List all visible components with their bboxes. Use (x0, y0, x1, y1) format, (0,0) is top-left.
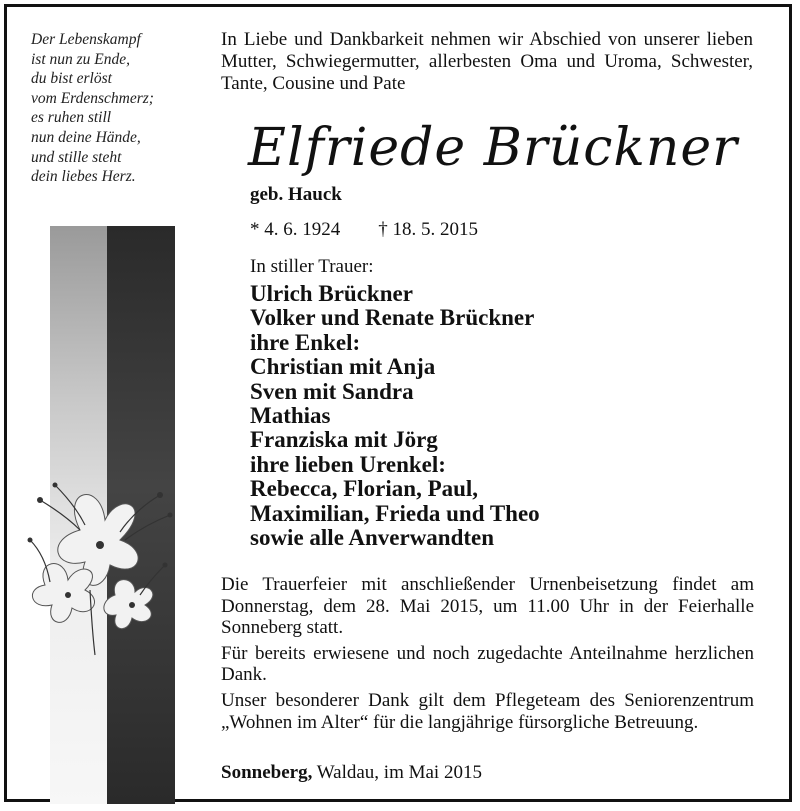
deceased-name: Elfriede Brückner (248, 118, 739, 178)
poem-line: dein liebes Herz. (31, 168, 136, 186)
poem-line: es ruhen still (31, 109, 112, 127)
mourner-line: Rebecca, Florian, Paul, (250, 476, 479, 502)
poem (31, 30, 154, 187)
closing-rest: Waldau, im Mai 2015 (312, 762, 482, 783)
closing-line (221, 762, 482, 784)
mourner-line: sowie alle Anverwandten (250, 525, 495, 551)
funeral-text: Die Trauerfeier mit anschließender Urnenbeisetzung findet am Donnerstag, dem 28. Mai 2015, um 11.00 Uhr in der Feierhalle Sonneberg statt. (221, 574, 754, 639)
death-date: † 18. 5. 2015 (378, 219, 478, 240)
poem-line: ist nun zu Ende, (31, 50, 131, 68)
mourner-line: Sven mit Sandra (250, 378, 414, 404)
mourner-line: Christian mit Anja (250, 354, 436, 380)
poem-line: Der Lebenskampf (31, 31, 141, 48)
birth-date: * 4. 6. 1924 (250, 219, 341, 240)
thanks-text: Für bereits erwiesene und noch zugedachte Anteilnahme herzlichen Dank. (221, 642, 754, 686)
mourner-line: ihre lieben Urenkel: (250, 451, 446, 477)
mourner-line: ihre Enkel: (250, 329, 361, 355)
closing-place: Sonneberg, (221, 762, 313, 783)
life-dates (250, 219, 478, 241)
intro-text: In Liebe und Dankbarkeit nehmen wir Abschied von unserer lieben Mutter, Schwiegermutter, allerbesten Oma und Uroma, Schwester, Tante, Cousine und Pate (221, 29, 753, 94)
mourning-label: In stiller Trauer: (250, 256, 374, 277)
mourner-line: Volker und Renate Brückner (250, 305, 535, 331)
poem-line: du bist erlöst (31, 70, 112, 88)
birth-name: geb. Hauck (250, 184, 342, 205)
mourner-line: Ulrich Brückner (250, 281, 413, 306)
funeral-info (221, 574, 754, 737)
mourner-line: Maximilian, Frieda und Theo (250, 500, 540, 526)
poem-line: vom Erdenschmerz; (31, 89, 154, 107)
special-thanks-text: Unser besonderer Dank gilt dem Pflegeteam des Seniorenzentrum „Wohnen im Alter“ für die langjährige fürsorgliche Betreuung. (221, 689, 754, 733)
lily-flowers-image (20, 470, 180, 660)
poem-line: nun deine Hände, (31, 128, 141, 146)
mourners-list (250, 282, 540, 550)
mourner-line: Mathias (250, 403, 331, 429)
poem-line: und stille steht (31, 148, 122, 166)
mourner-line: Franziska mit Jörg (250, 427, 438, 453)
